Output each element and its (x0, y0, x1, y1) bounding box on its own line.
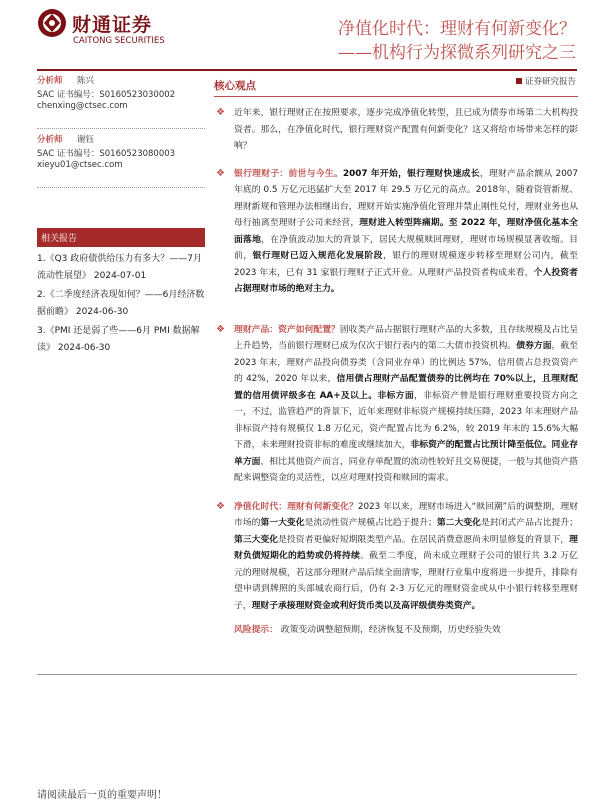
section-new-changes (214, 499, 578, 615)
body-text: 是封闭式产品占比提升； (480, 518, 578, 528)
diamond-bullet-icon: ❖ (216, 107, 225, 118)
related-report-date: 2024-07-01 (93, 271, 147, 281)
section-lead: 理财产品：资产如何配置？ (234, 324, 340, 335)
analyst-sac: SAC 证书编号：S0160523030002 (37, 90, 176, 100)
related-report-date: 2024-06-30 (57, 343, 111, 353)
dotted-divider (37, 128, 205, 129)
caitong-logo-icon (37, 8, 67, 38)
intro-paragraph (214, 105, 578, 155)
dotted-divider (37, 187, 205, 188)
related-reports-list (37, 251, 205, 357)
body-text: 。截至二季度，尚未成立理财子公司的银行共 3.2 万亿元的理财规模，若这部分理财产品后续全面清零，理财行业集中度将进一步提升，排除有望申请到牌照的头部城农商行后，仍有 2-3 万亿元的理财资金或从中小银行转移至理财子， (234, 551, 578, 611)
left-sidebar (37, 74, 205, 359)
analyst-sac: SAC 证书编号：S0160523080003 (37, 149, 176, 159)
intro-text: 近年来，银行理财正在按照要求，逐步完成净值化转型，且已成为债券市场第二大机构投资者。那么，在净值化时代，银行理财资产配置有何新变化？这又将给市场带来怎样的影响？ (234, 108, 578, 151)
body-text: ，理财产品余额从 2007 年底的 0.5 万亿元迅猛扩大至 2017 年 29.5 万亿元的高点。2018年，随着资管新规、理财新规和管理办法相继出台，理财开始实施净值化管理并禁止刚性兑付，理财业务也从母行抽离至理财子公司来经营， (234, 168, 578, 228)
bold-text: 个人投资者占据理财市场的绝对主力。 (234, 267, 578, 294)
section-lead: 银行理财子：前世与今生。 (234, 168, 344, 179)
disclaimer-notice: 请阅读最后一页的重要声明！ (37, 790, 167, 801)
bold-text: 理财子承接理财资金或利好货币类以及高评级债券类资产。 (251, 600, 481, 611)
analyst-role: 分析师 (37, 76, 63, 86)
diamond-bullet-icon: ❖ (216, 323, 225, 335)
related-reports (37, 228, 205, 357)
risk-text: 政策变动调整超预期，经济恢复不及预期，历史经验失效 (280, 625, 501, 635)
bold-text: 银行理财已迈入规范化发展阶段 (252, 251, 383, 261)
body-text: ，非标资产曾是银行理财重要投资方向之一，不过，监管趋严的背景下，近年来理财非标资产规模持续压降，2023 年末理财产品非标资产持有规模仅 1.8 万亿元，资产配置占比为 6.2%，较 2019 年末的 15.6%大幅下滑，未来理财投资非标的难度或继续加大， (234, 390, 578, 450)
body-text: ，截至 2023 年末，理财产品投向债券类（含同业存单）的比例达 57%，信用债占总投资资产的 42%，2020 年以来， (234, 341, 578, 384)
bold-text: 理财进入转型阵痛期。至 2022 年，理财净值化基本全面落地 (234, 218, 578, 245)
analyst-email[interactable]: xieyu01@ctsec.com (37, 160, 123, 170)
section-bank-wmp-history (214, 166, 578, 298)
diamond-bullet-icon: ❖ (216, 167, 225, 179)
related-report-item[interactable] (37, 323, 205, 357)
body-text: ，相比其他资产而言，同业存单配置的流动性较好且交易便捷，一般与其他资产搭配来调整资金的灵活性，以应对理财投资和赎回的需求。 (234, 456, 578, 483)
related-reports-header: 相关报告 (37, 228, 205, 247)
analyst-email[interactable]: chenxing@ctsec.com (37, 101, 128, 111)
analyst-name: 谢钰 (77, 135, 95, 145)
body-text: 固收类产品占据银行理财产品的大多数，且存续规模及占比呈上升趋势，当前银行理财已成为仅次于银行表内的第二大债市投资机构。 (234, 324, 578, 351)
report-title: 净值化时代：理财有何新变化？ (338, 19, 576, 39)
logo-text-cn: 财通证券 (72, 14, 153, 36)
report-subtitle: ——机构行为探微系列研究之三 (338, 43, 576, 63)
header-divider (37, 69, 577, 71)
body-text: 是投资者更偏好短期限类型产品。在居民消费意愿尚未明显修复的背景下， (278, 534, 570, 545)
risk-label: 风险提示： (234, 625, 278, 635)
bold-text: 第三大变化 (234, 534, 279, 545)
section-asset-allocation (214, 322, 578, 487)
body-text: ，在净值波动加大的背景下，居民大规模赎回理财，理财市场规模显著收缩。目前， (234, 234, 578, 261)
section-lead: 净值化时代：理财有何新变化？ (234, 501, 358, 512)
bold-text: 债券方面 (516, 341, 552, 351)
analyst-name: 陈兴 (77, 76, 95, 86)
footer-divider (37, 674, 577, 675)
bold-text: 非标资产的配置占比预计降至低位。同业存单方面 (234, 440, 578, 467)
related-report-date: 2024-06-30 (75, 307, 129, 317)
related-report-title[interactable]: 2.《二季度经济表现如何？——6月经济数据前瞻》 (37, 290, 205, 317)
caitong-logo (37, 8, 187, 52)
body-text: ，银行的理财规模逐步转移至理财公司内，截至 2023 年末，已有 31 家银行理财子正式开业。从理财产品投资者构成来看， (234, 251, 578, 278)
main-content (214, 78, 578, 638)
risk-warning (214, 622, 578, 638)
report-type-text: 证券研究报告 (524, 77, 576, 87)
bold-text: 第一大变化 (260, 518, 305, 528)
bold-text: 2007 年开始，银行理财快速成长 (343, 168, 480, 179)
related-report-item[interactable] (37, 287, 205, 321)
analyst-role: 分析师 (37, 135, 63, 145)
related-report-item[interactable] (37, 251, 205, 285)
body-text: 2023 年以来，理财市场进入“赎回潮”后的调整期，理财市场的 (234, 501, 578, 528)
report-title-block (338, 17, 576, 65)
bold-text: 理财负债短期化的趋势或仍将持续 (234, 534, 578, 561)
analyst-card (37, 133, 205, 181)
logo-text-en: CAITONG SECURITIES (73, 36, 165, 46)
diamond-bullet-icon: ❖ (216, 500, 225, 512)
related-report-title[interactable]: 1.《Q3 政府债供给压力有多大？——7月流动性展望》 (37, 254, 202, 281)
core-views-heading: 核心观点 (214, 78, 578, 97)
analyst-card (37, 74, 205, 122)
bold-text: 信用债占理财产品配置债券的比例均在 70%以上，且理财配置的信用债评级多在 AA+及以上。非标方面 (234, 374, 578, 401)
body-text: 是流动性资产规模占比趋于提升； (304, 518, 437, 528)
bold-text: 第二大变化 (436, 518, 481, 528)
related-report-title[interactable]: 3.《PMI 还是弱了些——6月 PMI 数据解读》 (37, 326, 200, 353)
